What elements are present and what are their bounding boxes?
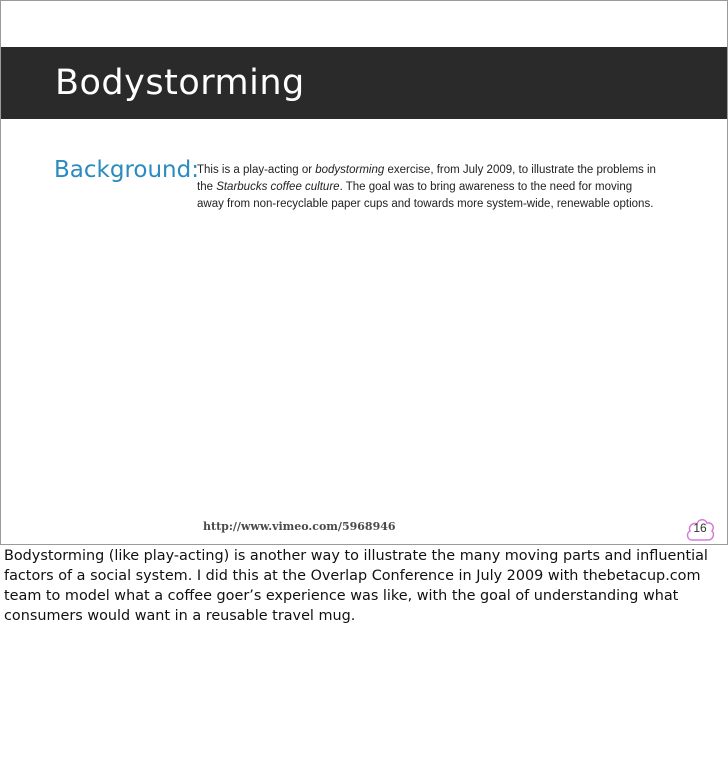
video-url-link[interactable]: http://www.vimeo.com/5968946 [203, 520, 396, 533]
title-bar [1, 47, 727, 119]
background-text-emphasis: Starbucks coffee culture [216, 181, 340, 193]
background-text-part: . The goal was to bring awareness to the need for moving away from non-recyclable paper cups and towards more system-wide, renewable options. [197, 181, 654, 210]
speaker-notes: Bodystorming (like play-acting) is another way to illustrate the many moving parts and influential factors of a social system. I did this at the Overlap Conference in July 2009 with thebetacup.com team to model what a coffee goer’s experience was like, with the goal of understanding what consumers would want in a reusable travel mug. [4, 548, 708, 624]
page-number-badge [685, 516, 715, 542]
background-text-part: This is a play-acting or [197, 164, 316, 176]
background-text-emphasis: bodystorming [315, 164, 385, 176]
background-label: Background: [54, 157, 199, 183]
background-text [197, 162, 657, 213]
background-text-part: exercise, from July 2009, to illustrate the problems in the [197, 164, 656, 193]
page-number: 16 [693, 521, 707, 535]
slide-title: Bodystorming [55, 63, 305, 103]
